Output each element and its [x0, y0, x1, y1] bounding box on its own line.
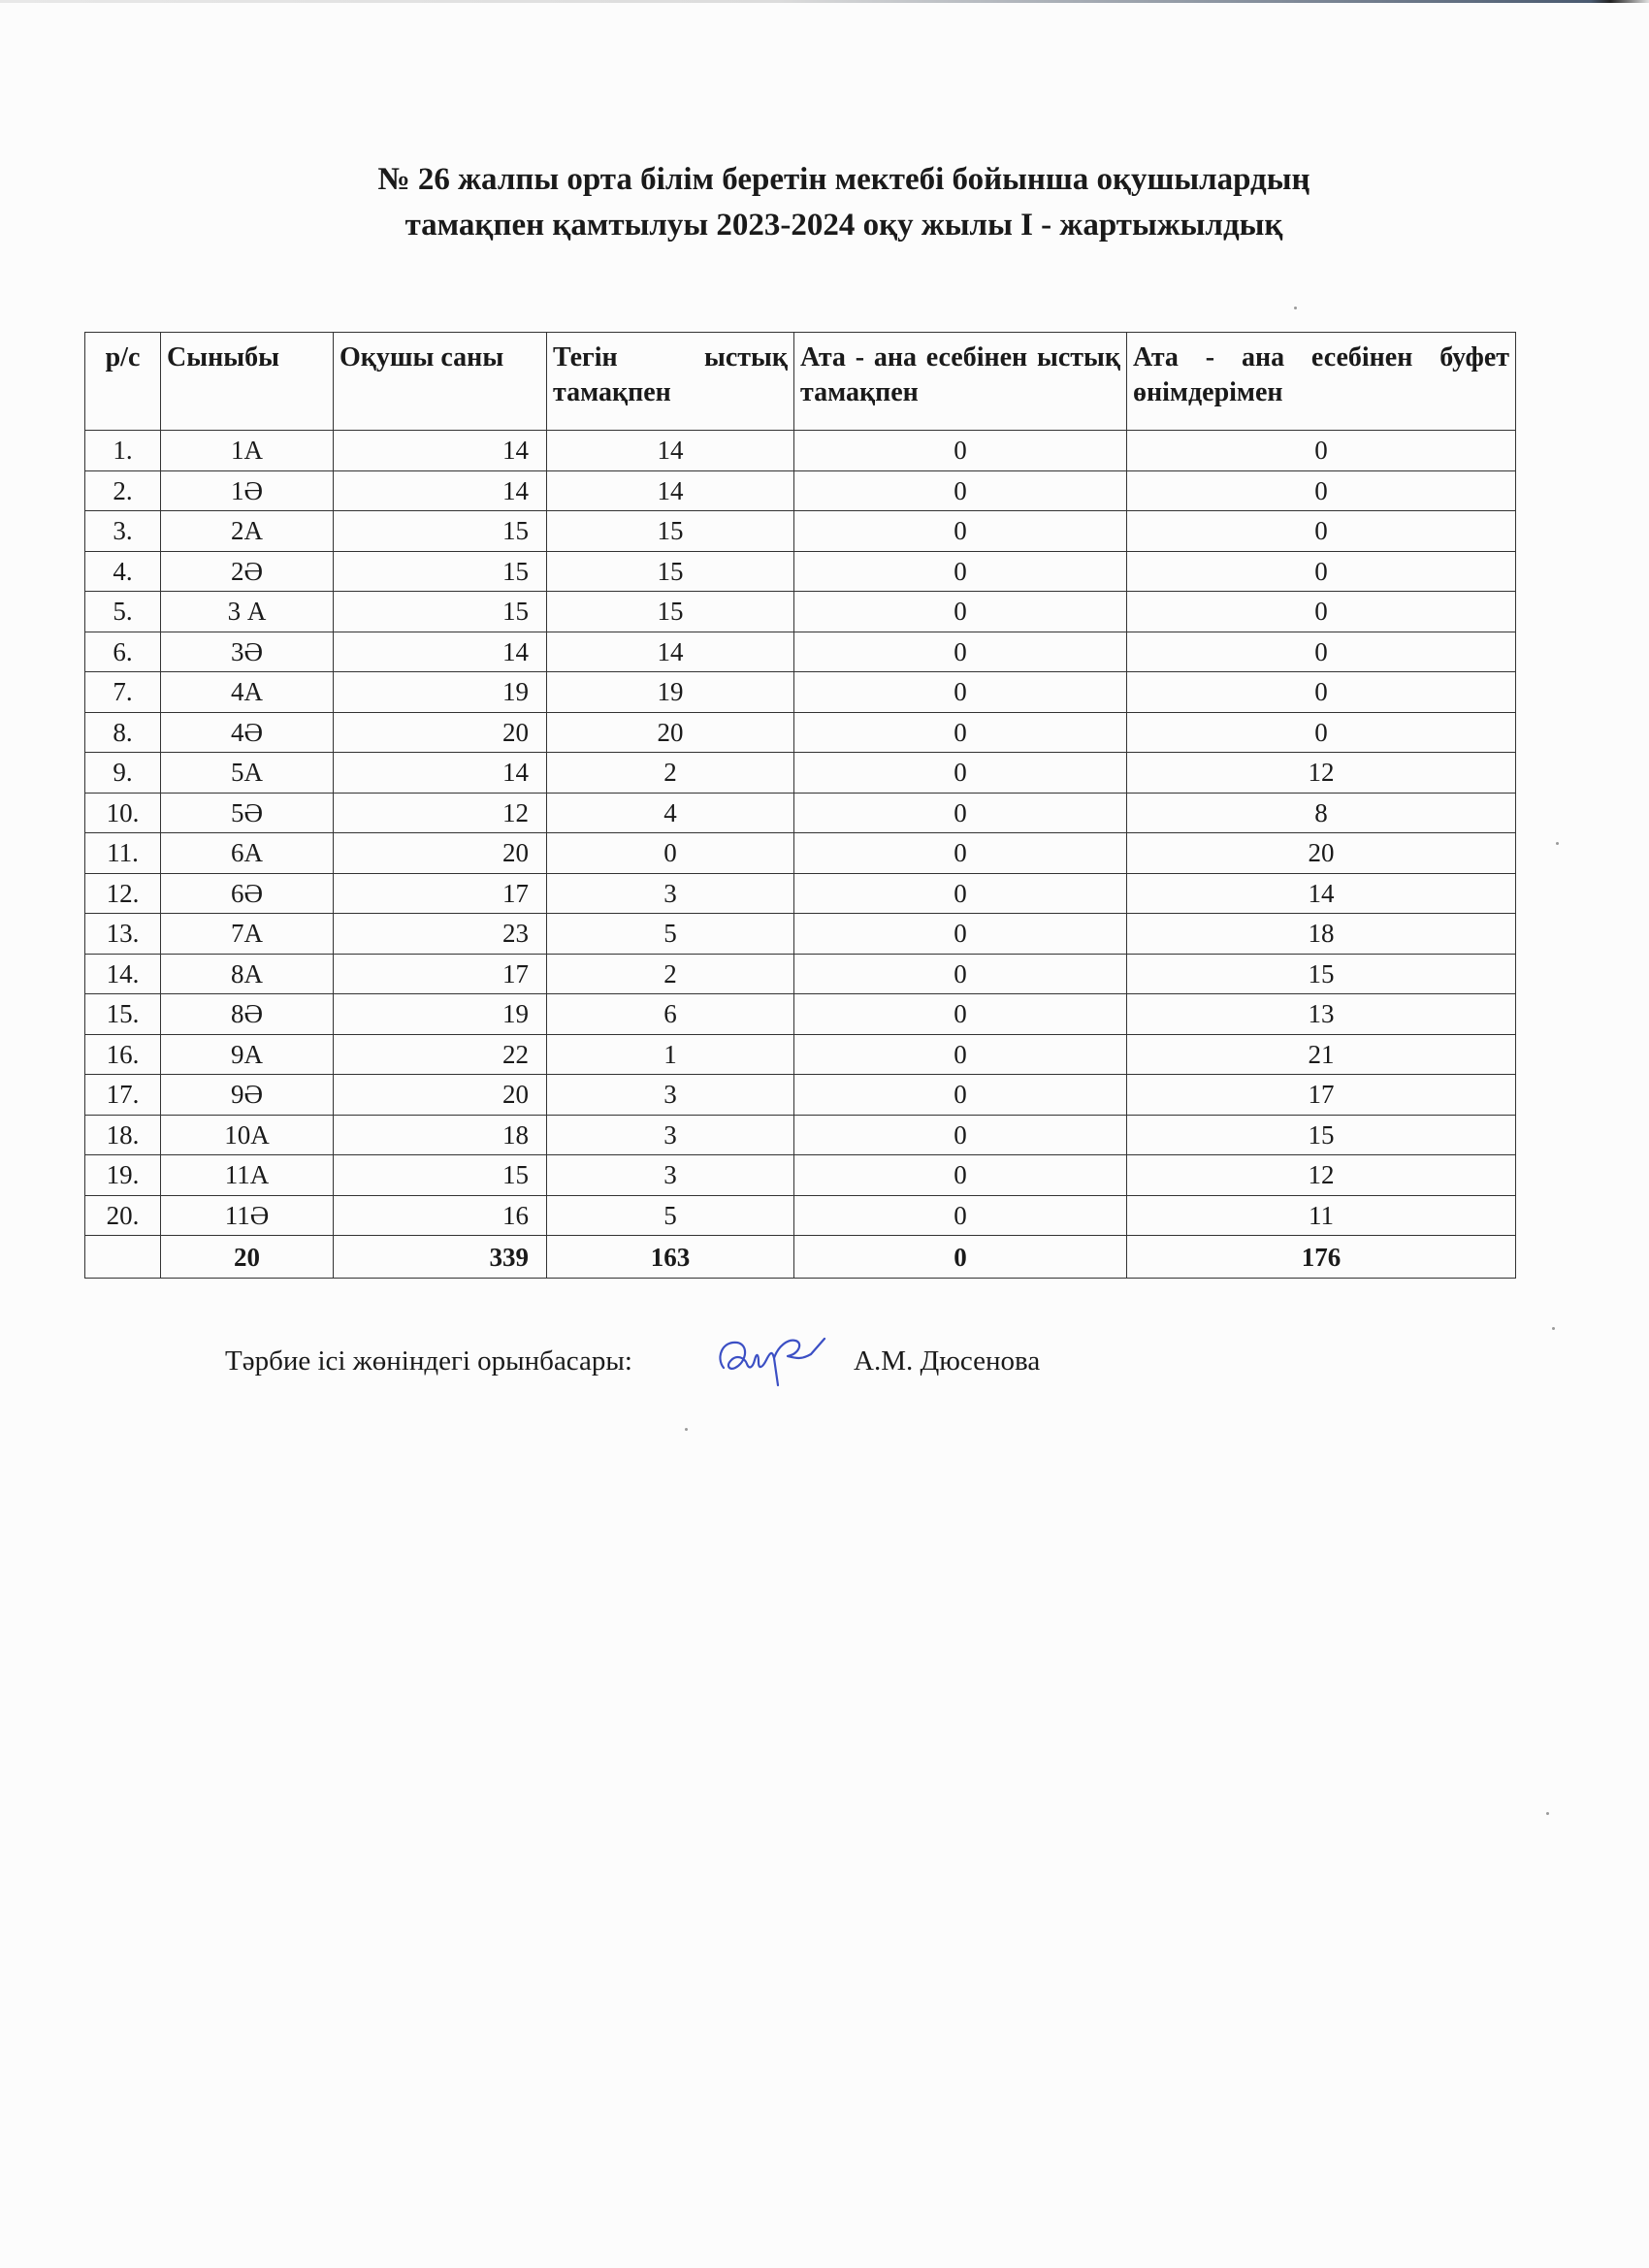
parent-hot-meal-count: 0 — [794, 1115, 1127, 1155]
parent-buffet-count: 15 — [1127, 1115, 1516, 1155]
students-count: 14 — [334, 753, 547, 794]
students-count: 18 — [334, 1115, 547, 1155]
scan-top-edge — [0, 0, 1649, 3]
students-count: 14 — [334, 470, 547, 511]
students-count: 17 — [334, 954, 547, 994]
total-classes: 20 — [161, 1236, 334, 1279]
header-free-hot-meal: Тегін ыстық тамақпен — [547, 333, 794, 431]
total-parent-hot-meal: 0 — [794, 1236, 1127, 1279]
row-num: 20. — [85, 1195, 161, 1236]
free-hot-meal-count: 5 — [547, 914, 794, 955]
class-name: 5А — [161, 753, 334, 794]
row-num: 3. — [85, 511, 161, 552]
free-hot-meal-count: 14 — [547, 431, 794, 471]
parent-buffet-count: 11 — [1127, 1195, 1516, 1236]
header-num: р/с — [85, 333, 161, 431]
row-num: 4. — [85, 551, 161, 592]
row-num: 19. — [85, 1155, 161, 1196]
table-row — [85, 793, 1516, 833]
scan-speck — [1552, 1327, 1555, 1330]
row-num: 6. — [85, 632, 161, 672]
class-name: 9Ә — [161, 1075, 334, 1116]
free-hot-meal-count: 14 — [547, 632, 794, 672]
students-count: 23 — [334, 914, 547, 955]
parent-buffet-count: 0 — [1127, 551, 1516, 592]
class-name: 8Ә — [161, 994, 334, 1035]
table-row — [85, 1115, 1516, 1155]
students-count: 22 — [334, 1034, 547, 1075]
table-row — [85, 470, 1516, 511]
table-row — [85, 431, 1516, 471]
parent-buffet-count: 15 — [1127, 954, 1516, 994]
free-hot-meal-count: 20 — [547, 712, 794, 753]
students-count: 12 — [334, 793, 547, 833]
class-name: 7А — [161, 914, 334, 955]
meal-coverage-table — [84, 332, 1516, 1279]
row-num: 16. — [85, 1034, 161, 1075]
total-free-hot-meal: 163 — [547, 1236, 794, 1279]
parent-hot-meal-count: 0 — [794, 1034, 1127, 1075]
free-hot-meal-count: 15 — [547, 592, 794, 632]
free-hot-meal-count: 0 — [547, 833, 794, 874]
table-row — [85, 873, 1516, 914]
parent-buffet-count: 14 — [1127, 873, 1516, 914]
students-count: 19 — [334, 994, 547, 1035]
table-row — [85, 592, 1516, 632]
title-line-2: тамақпен қамтылуы 2023-2024 оқу жылы I - жартыжылдық — [404, 208, 1283, 243]
class-name: 3Ә — [161, 632, 334, 672]
total-parent-buffet: 176 — [1127, 1236, 1516, 1279]
students-count: 19 — [334, 672, 547, 713]
document-title — [0, 157, 1649, 248]
row-num: 15. — [85, 994, 161, 1035]
parent-hot-meal-count: 0 — [794, 753, 1127, 794]
class-name: 8А — [161, 954, 334, 994]
students-count: 14 — [334, 632, 547, 672]
class-name: 9А — [161, 1034, 334, 1075]
free-hot-meal-count: 1 — [547, 1034, 794, 1075]
class-name: 4А — [161, 672, 334, 713]
class-name: 3 А — [161, 592, 334, 632]
table-row — [85, 753, 1516, 794]
scan-speck — [685, 1428, 688, 1431]
class-name: 1Ә — [161, 470, 334, 511]
table-total-row — [85, 1236, 1516, 1279]
parent-hot-meal-count: 0 — [794, 511, 1127, 552]
parent-buffet-count: 0 — [1127, 470, 1516, 511]
free-hot-meal-count: 3 — [547, 1075, 794, 1116]
signer-position: Тәрбие ісі жөніндегі орынбасары: — [225, 1345, 632, 1377]
table-row — [85, 914, 1516, 955]
row-num: 12. — [85, 873, 161, 914]
total-num — [85, 1236, 161, 1279]
parent-buffet-count: 20 — [1127, 833, 1516, 874]
class-name: 1А — [161, 431, 334, 471]
parent-hot-meal-count: 0 — [794, 632, 1127, 672]
parent-hot-meal-count: 0 — [794, 1195, 1127, 1236]
students-count: 14 — [334, 431, 547, 471]
free-hot-meal-count: 6 — [547, 994, 794, 1035]
free-hot-meal-count: 15 — [547, 551, 794, 592]
title-line-1: № 26 жалпы орта білім беретін мектебі бойынша оқушылардың — [377, 162, 1310, 197]
students-count: 15 — [334, 1155, 547, 1196]
header-parent-hot-meal: Ата - ана есебінен ыстық тамақпен — [794, 333, 1127, 431]
parent-hot-meal-count: 0 — [794, 551, 1127, 592]
parent-buffet-count: 0 — [1127, 632, 1516, 672]
free-hot-meal-count: 3 — [547, 1115, 794, 1155]
parent-buffet-count: 17 — [1127, 1075, 1516, 1116]
row-num: 11. — [85, 833, 161, 874]
total-students: 339 — [334, 1236, 547, 1279]
table-row — [85, 632, 1516, 672]
parent-buffet-count: 12 — [1127, 753, 1516, 794]
signature-block — [225, 1337, 1117, 1385]
students-count: 15 — [334, 511, 547, 552]
parent-hot-meal-count: 0 — [794, 672, 1127, 713]
table-header-row — [85, 333, 1516, 431]
parent-hot-meal-count: 0 — [794, 712, 1127, 753]
free-hot-meal-count: 2 — [547, 954, 794, 994]
class-name: 10А — [161, 1115, 334, 1155]
parent-hot-meal-count: 0 — [794, 954, 1127, 994]
parent-hot-meal-count: 0 — [794, 431, 1127, 471]
scan-speck — [1546, 1812, 1549, 1815]
free-hot-meal-count: 4 — [547, 793, 794, 833]
class-name: 2Ә — [161, 551, 334, 592]
parent-buffet-count: 13 — [1127, 994, 1516, 1035]
table-row — [85, 712, 1516, 753]
row-num: 18. — [85, 1115, 161, 1155]
free-hot-meal-count: 5 — [547, 1195, 794, 1236]
row-num: 17. — [85, 1075, 161, 1116]
table-row — [85, 1034, 1516, 1075]
class-name: 11Ә — [161, 1195, 334, 1236]
parent-buffet-count: 0 — [1127, 431, 1516, 471]
free-hot-meal-count: 2 — [547, 753, 794, 794]
table-row — [85, 511, 1516, 552]
scan-speck — [1556, 842, 1559, 845]
parent-buffet-count: 12 — [1127, 1155, 1516, 1196]
parent-buffet-count: 0 — [1127, 592, 1516, 632]
table-row — [85, 994, 1516, 1035]
parent-buffet-count: 0 — [1127, 672, 1516, 713]
parent-hot-meal-count: 0 — [794, 994, 1127, 1035]
parent-hot-meal-count: 0 — [794, 793, 1127, 833]
students-count: 15 — [334, 551, 547, 592]
class-name: 2А — [161, 511, 334, 552]
parent-buffet-count: 8 — [1127, 793, 1516, 833]
row-num: 14. — [85, 954, 161, 994]
parent-hot-meal-count: 0 — [794, 914, 1127, 955]
free-hot-meal-count: 3 — [547, 1155, 794, 1196]
table-row — [85, 672, 1516, 713]
students-count: 20 — [334, 1075, 547, 1116]
free-hot-meal-count: 3 — [547, 873, 794, 914]
table-row — [85, 1195, 1516, 1236]
row-num: 10. — [85, 793, 161, 833]
row-num: 7. — [85, 672, 161, 713]
parent-hot-meal-count: 0 — [794, 1155, 1127, 1196]
row-num: 13. — [85, 914, 161, 955]
signer-name: А.М. Дюсенова — [854, 1345, 1041, 1377]
free-hot-meal-count: 14 — [547, 470, 794, 511]
parent-hot-meal-count: 0 — [794, 1075, 1127, 1116]
parent-hot-meal-count: 0 — [794, 833, 1127, 874]
parent-buffet-count: 18 — [1127, 914, 1516, 955]
parent-hot-meal-count: 0 — [794, 470, 1127, 511]
row-num: 8. — [85, 712, 161, 753]
class-name: 6А — [161, 833, 334, 874]
students-count: 17 — [334, 873, 547, 914]
parent-hot-meal-count: 0 — [794, 592, 1127, 632]
row-num: 5. — [85, 592, 161, 632]
table-row — [85, 1155, 1516, 1196]
header-class: Сыныбы — [161, 333, 334, 431]
handwritten-signature — [710, 1325, 836, 1393]
table-body — [85, 431, 1516, 1236]
parent-buffet-count: 0 — [1127, 712, 1516, 753]
class-name: 11А — [161, 1155, 334, 1196]
table-row — [85, 551, 1516, 592]
parent-buffet-count: 0 — [1127, 511, 1516, 552]
row-num: 9. — [85, 753, 161, 794]
table-row — [85, 833, 1516, 874]
header-students: Оқушы саны — [334, 333, 547, 431]
header-parent-buffet: Ата - ана есебінен буфет өнімдерімен — [1127, 333, 1516, 431]
students-count: 16 — [334, 1195, 547, 1236]
free-hot-meal-count: 15 — [547, 511, 794, 552]
class-name: 5Ә — [161, 793, 334, 833]
table-row — [85, 1075, 1516, 1116]
parent-hot-meal-count: 0 — [794, 873, 1127, 914]
students-count: 20 — [334, 712, 547, 753]
free-hot-meal-count: 19 — [547, 672, 794, 713]
class-name: 6Ә — [161, 873, 334, 914]
row-num: 2. — [85, 470, 161, 511]
students-count: 20 — [334, 833, 547, 874]
class-name: 4Ә — [161, 712, 334, 753]
row-num: 1. — [85, 431, 161, 471]
table-row — [85, 954, 1516, 994]
scan-speck — [1294, 307, 1297, 309]
parent-buffet-count: 21 — [1127, 1034, 1516, 1075]
students-count: 15 — [334, 592, 547, 632]
